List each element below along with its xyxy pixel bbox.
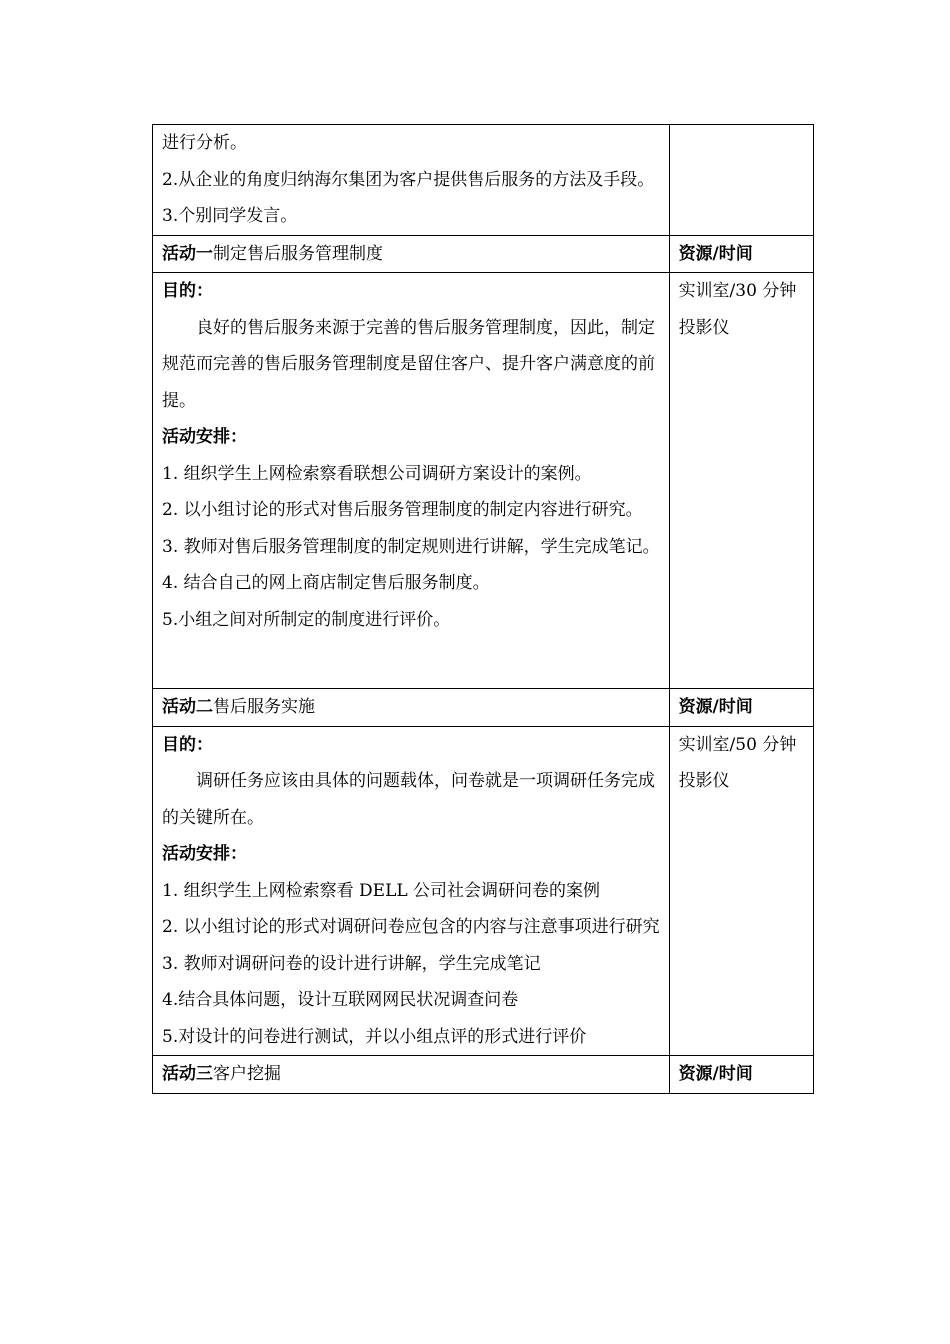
step-item: 3. 教师对调研问卷的设计进行讲解，学生完成笔记 <box>162 953 541 974</box>
activity-number: 活动二 <box>162 697 213 717</box>
step-item: 5.对设计的问卷进行测试，并以小组点评的形式进行评价 <box>162 1026 587 1047</box>
step-item: 4. 结合自己的网上商店制定售后服务制度。 <box>162 573 490 593</box>
resource-cell <box>669 273 813 689</box>
activity-body <box>153 273 670 689</box>
resource-header: 资源/时间 <box>669 235 813 273</box>
activity-name: 制定售后服务管理制度 <box>213 243 383 264</box>
activity-name: 客户挖掘 <box>213 1064 281 1084</box>
table-row <box>153 125 814 236</box>
resource-room-time: 实训室/50 分钟 <box>678 734 797 755</box>
blank-space <box>162 638 663 688</box>
activity-body-row <box>153 726 814 1056</box>
step-item: 5.小组之间对所制定的制度进行评价。 <box>162 609 451 630</box>
purpose-label: 目的： <box>162 734 213 755</box>
activity-title <box>153 1056 670 1094</box>
purpose-text: 良好的售后服务来源于完善的售后服务管理制度，因此，制定规范而完善的售后服务管理制度是留住客户、提升客户满意度的前提。 <box>162 317 655 411</box>
activity-header-row <box>153 689 814 727</box>
step-item: 3. 教师对售后服务管理制度的制定规则进行讲解，学生完成笔记。 <box>162 536 660 557</box>
resource-cell <box>669 125 813 236</box>
purpose-label: 目的： <box>162 281 213 301</box>
step-item: 2. 以小组讨论的形式对售后服务管理制度的制定内容进行研究。 <box>162 500 643 520</box>
activity-body-row <box>153 273 814 689</box>
continuation-cell <box>153 125 670 236</box>
activity-header-row <box>153 235 814 273</box>
arrange-label: 活动安排： <box>162 427 247 447</box>
resource-header: 资源/时间 <box>669 689 813 727</box>
activity-title <box>153 689 670 727</box>
resource-cell <box>669 726 813 1056</box>
activity-header-row <box>153 1056 814 1094</box>
text-line: 2.从企业的角度归纳海尔集团为客户提供售后服务的方法及手段。 <box>162 169 655 190</box>
resource-room-time: 实训室/30 分钟 <box>678 281 797 301</box>
activity-body <box>153 726 670 1056</box>
resource-equipment: 投影仪 <box>678 317 730 338</box>
step-item: 4.结合具体问题，设计互联网网民状况调查问卷 <box>162 990 519 1010</box>
resource-header: 资源/时间 <box>669 1056 813 1094</box>
text-line: 3.个别同学发言。 <box>162 206 298 226</box>
lesson-plan-table <box>152 124 814 1094</box>
purpose-text: 调研任务应该由具体的问题载体，问卷就是一项调研任务完成的关键所在。 <box>162 771 655 828</box>
activity-number: 活动三 <box>162 1064 213 1084</box>
step-item: 2. 以小组讨论的形式对调研问卷应包含的内容与注意事项进行研究 <box>162 917 660 937</box>
text-line: 进行分析。 <box>162 133 247 153</box>
resource-equipment: 投影仪 <box>678 771 730 791</box>
activity-name: 售后服务实施 <box>213 697 315 717</box>
step-item: 1. 组织学生上网检索察看联想公司调研方案设计的案例。 <box>162 463 592 484</box>
activity-title <box>153 235 670 273</box>
arrange-label: 活动安排： <box>162 844 247 864</box>
activity-number: 活动一 <box>162 243 213 264</box>
step-item: 1. 组织学生上网检索察看 DELL 公司社会调研问卷的案例 <box>162 880 601 901</box>
